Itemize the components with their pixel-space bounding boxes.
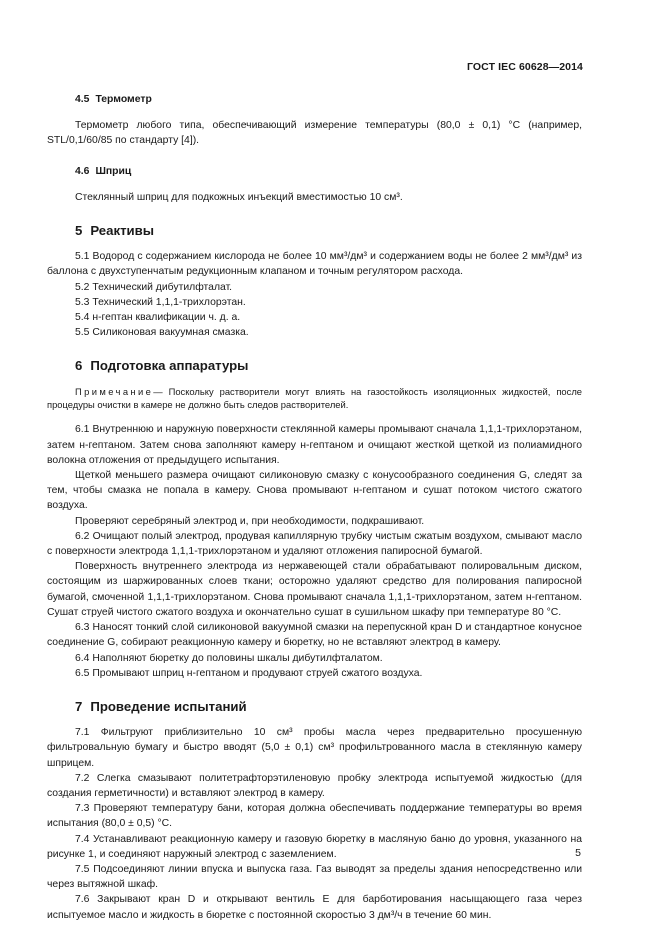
subsection-number: 4.5 [75, 94, 90, 105]
test-paragraph: 7.5 Подсоединяют линии впуска и выпуска газа. Газ выводят за пределы здания непосредственно или через вытяжной шкаф. [47, 863, 582, 891]
procedure-paragraph: 6.5 Промывают шприц н-гептаном и продувают струей сжатого воздуха. [75, 667, 423, 679]
reagent-item: 5.4 н-гептан квалификации ч. д. а. [75, 312, 241, 324]
thermometer-text: Термометр любого типа, обеспечивающий измерение температуры (80,0 ± 0,1) °С (например, STL/0,1/60/85 по стандарту [4]). [47, 120, 582, 147]
section-number: 7 [75, 698, 83, 714]
reagent-item: 5.3 Технический 1,1,1-трихлорэтан. [75, 296, 246, 308]
procedure-paragraph: 6.4 Наполняют бюретку до половины шкалы дибутилфталатом. [75, 652, 383, 664]
subsection-heading-4-6 [47, 164, 582, 179]
reagent-item: 5.5 Силиконовая вакуумная смазка. [75, 327, 249, 339]
page-number: 5 [575, 847, 581, 859]
procedure-paragraph: Поверхность внутреннего электрода из нержавеющей стали обрабатывают полировальным диском, состоящим из шаржированных слоев ткани; осторожно удаляют средство для полирования папиросной бумагой, смоченной 1,1,1-трихлорэтаном. Снова промывают сначала 1,1,1-трихлорэтаном, затем н-гептаном. Сушат струей чистого сжатого воздуха и окончательно сушат в сушильном шкафу при температуре 80 °С. [47, 561, 582, 618]
reagent-item: 5.2 Технический дибутилфталат. [75, 281, 233, 293]
procedure-paragraph: 6.1 Внутреннюю и наружную поверхности стеклянной камеры промывают сначала 1,1,1-трихлорэтаном, затем н-гептаном. Затем снова заполняют камеру н-гептаном и очищают жесткой щеткой из полиамидного волокна отложения от предыдущего испытания. [47, 424, 582, 466]
test-paragraph: 7.3 Проверяют температуру бани, которая должна обеспечивать поддержание температуры во время испытания (80,0 ± 0,5) °С. [47, 803, 582, 830]
note-text: — Поскольку растворители могут влиять на газостойкость изоляционных жидкостей, после процедуры очистки в камере не должно быть следов растворителей. [47, 385, 582, 411]
procedure-paragraph: 6.2 Очищают полый электрод, продувая капиллярную трубку чистым сжатым воздухом, смывают масло с поверхности электрода 1,1,1-трихлорэтаном и удаляют отложения папиросной бумагой. [47, 530, 582, 558]
test-paragraph: 7.4 Устанавливают реакционную камеру и газовую бюретку в масляную баню до уровня, указанного на рисунке 1, и соединяют наружный электрод с заземлением. [47, 833, 582, 860]
subsection-number: 4.6 [75, 165, 90, 177]
section-heading-7 [47, 699, 582, 714]
section-heading-5 [47, 223, 582, 238]
subsection-heading-4-5 [47, 92, 582, 107]
test-paragraph: 7.1 Фильтруют приблизительно 10 см³ пробы масла через предварительно просушенную фильтровальную бумагу и быстро вводят (5,0 ± 0,1) см³ профильтрованного масла в стеклянную камеру шприцем. [47, 727, 582, 769]
note [47, 385, 582, 412]
section-title: Реактивы [90, 223, 155, 239]
section-number: 6 [75, 358, 83, 374]
procedure-paragraph: 6.3 Наносят тонкий слой силиконовой вакуумной смазки на перепускной кран D и стандартное конусное соединение G, собирают реакционную камеру и бюретку, но не вставляют электрод в камеру. [47, 622, 582, 649]
procedure-paragraph: Щеткой меньшего размера очищают силиконовую смазку с конусообразного соединения G, следят за тем, чтобы смазка не попала в камеру. Снова промывают н-гептаном и сушат потоком чистого сжатого воздуха. [47, 470, 582, 512]
standard-designation: ГОСТ IEC 60628—2014 [466, 61, 583, 73]
section-number: 5 [75, 223, 83, 239]
subsection-title: Термометр [95, 94, 152, 105]
note-label: Примечание [75, 385, 154, 397]
section-title: Подготовка аппаратуры [90, 358, 249, 374]
document-body [47, 92, 582, 923]
subsection-title: Шприц [95, 165, 132, 177]
procedure-paragraph: Проверяют серебряный электрод и, при необходимости, подкрашивают. [75, 515, 425, 527]
section-title: Проведение испытаний [90, 698, 247, 714]
syringe-text: Стеклянный шприц для подкожных инъекций вместимостью 10 см³. [75, 191, 403, 203]
test-paragraph: 7.6 Закрывают кран D и открывают вентиль E для барботирования насыщающего газа через испытуемое масло и жидкость в бюретке с постоянной скоростью 3 дм³/ч в течение 60 мин. [47, 894, 582, 921]
reagent-item: 5.1 Водород с содержанием кислорода не более 10 мм³/дм³ и содержанием воды не более 2 мм³/дм³ из баллона с двухступенчатым редукционным клапаном и точным регулятором расхода. [47, 251, 582, 278]
section-heading-6 [47, 358, 582, 373]
test-paragraph: 7.2 Слегка смазывают политетрафторэтиленовую пробку электрода испытуемой жидкостью (для создания герметичности) и вставляют электрод в камеру. [47, 772, 582, 799]
